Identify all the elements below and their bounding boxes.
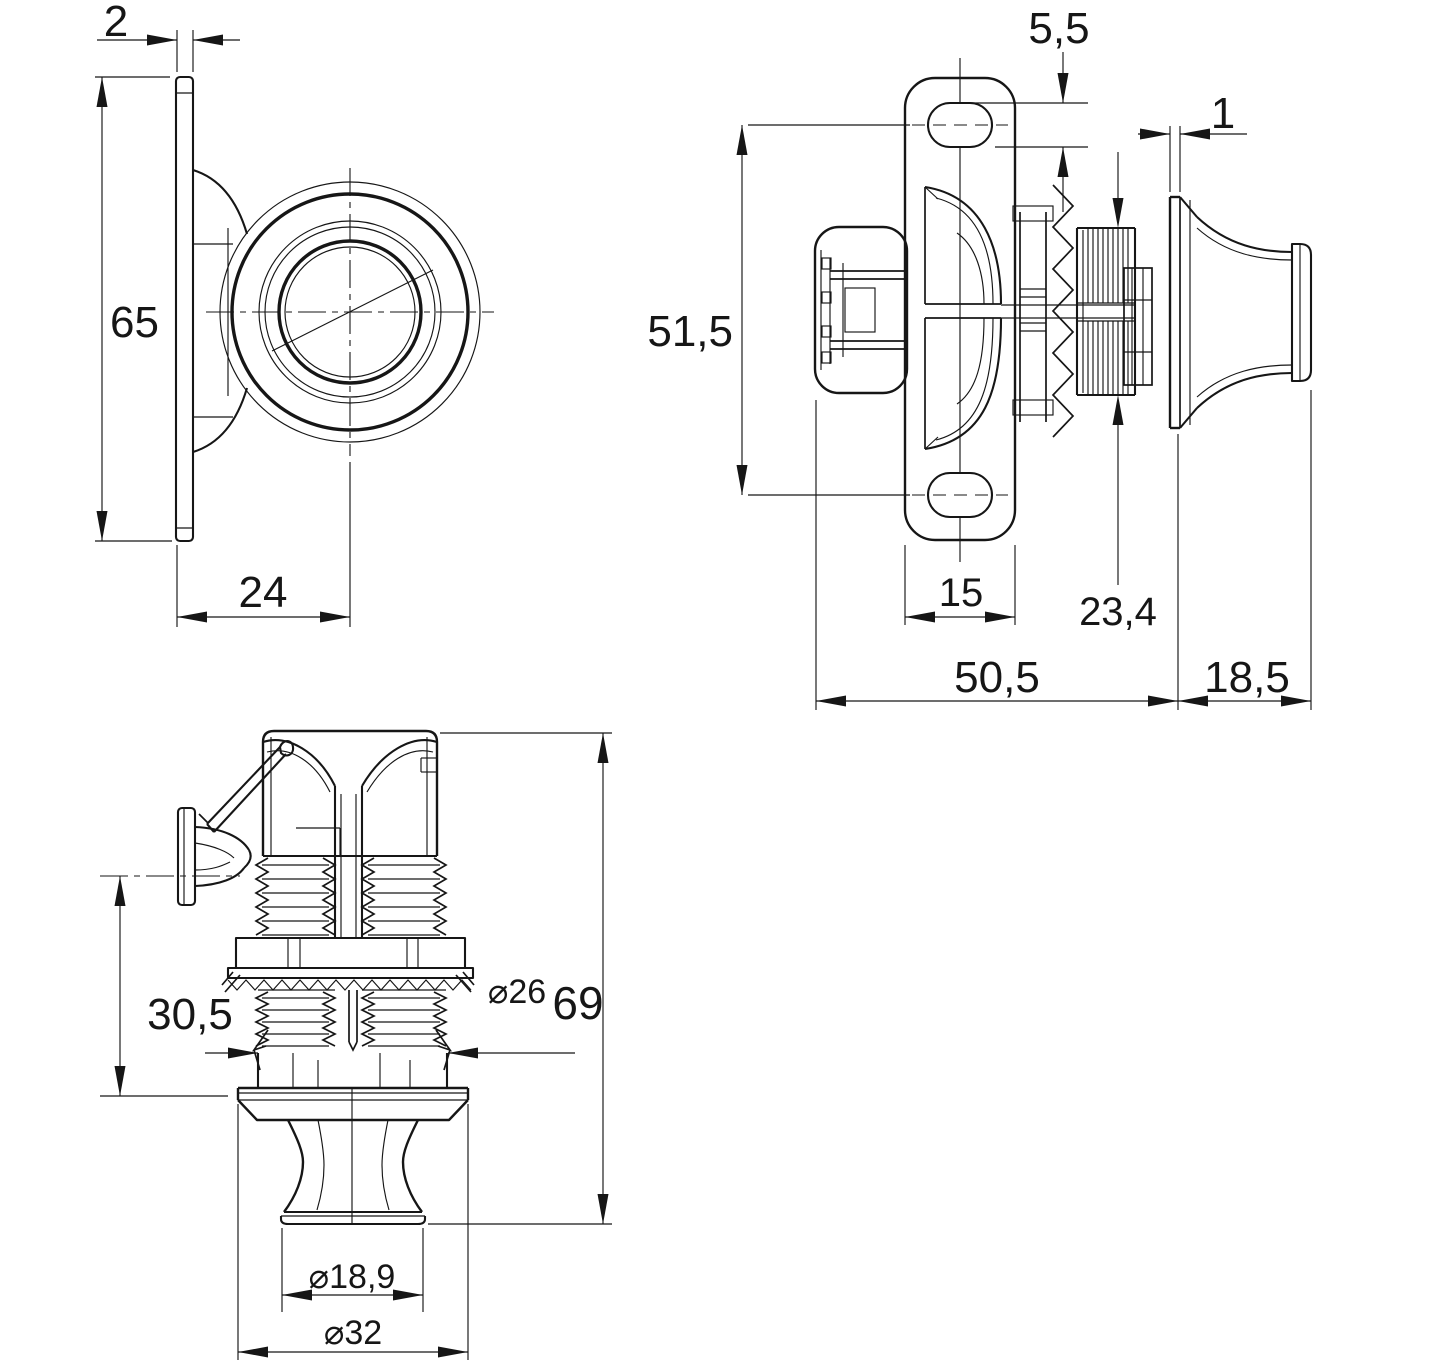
dim-body-length bbox=[816, 390, 1311, 710]
dim-knob-diameter bbox=[238, 1104, 468, 1360]
knob-circles bbox=[206, 168, 494, 456]
dim-label: 69 bbox=[552, 977, 604, 1029]
dim-slot-height bbox=[960, 4, 1090, 212]
funnel-outer-right bbox=[362, 740, 437, 786]
dim-label: 23,4 bbox=[1079, 590, 1157, 634]
dim-plate-height bbox=[95, 77, 172, 541]
dim-label: 24 bbox=[238, 568, 288, 617]
dim-label: 50,5 bbox=[954, 653, 1040, 702]
dim-label: 51,5 bbox=[647, 307, 733, 356]
section-view bbox=[100, 731, 612, 1360]
upper-threads bbox=[256, 858, 446, 935]
release-lever bbox=[199, 741, 293, 832]
threaded-barrel bbox=[1077, 228, 1135, 395]
dim-label: 1 bbox=[1210, 89, 1236, 138]
roller-wings bbox=[925, 187, 1135, 449]
collar bbox=[258, 1053, 447, 1088]
hex-nut bbox=[236, 938, 465, 968]
dim-label: ⌀18,9 bbox=[308, 1258, 396, 1296]
flange-plate-edge bbox=[176, 77, 193, 541]
funnel-outer-left bbox=[263, 740, 335, 786]
dim-panel-range bbox=[100, 876, 233, 1096]
knob-flange bbox=[238, 1088, 468, 1224]
dim-label: 5,5 bbox=[1028, 4, 1090, 53]
dim-plate-thickness bbox=[97, 0, 240, 72]
strike-plate bbox=[905, 58, 1015, 562]
serrated-washer bbox=[1053, 185, 1073, 437]
dim-neck-diameter bbox=[282, 1228, 423, 1312]
side-view bbox=[647, 4, 1311, 710]
spacer-bracket bbox=[1013, 206, 1053, 422]
knob-section bbox=[281, 1120, 425, 1224]
front-view bbox=[95, 0, 494, 627]
latch-body bbox=[815, 227, 907, 393]
dim-label: 65 bbox=[110, 298, 159, 347]
dim-label: 18,5 bbox=[1204, 653, 1290, 702]
flat-washer bbox=[228, 968, 473, 978]
serrated-lock-washer bbox=[222, 972, 474, 992]
dim-flange-thickness bbox=[1138, 89, 1247, 192]
dim-depth bbox=[177, 462, 350, 627]
dim-label: 2 bbox=[103, 0, 129, 46]
dim-label: 15 bbox=[938, 571, 984, 615]
lower-threads bbox=[254, 990, 450, 1070]
dim-hole-spacing bbox=[647, 125, 910, 495]
dim-label: 30,5 bbox=[147, 990, 233, 1039]
dim-label: ⌀26 bbox=[487, 973, 547, 1011]
knob-profile bbox=[1170, 197, 1311, 428]
dim-label: ⌀32 bbox=[323, 1314, 383, 1352]
